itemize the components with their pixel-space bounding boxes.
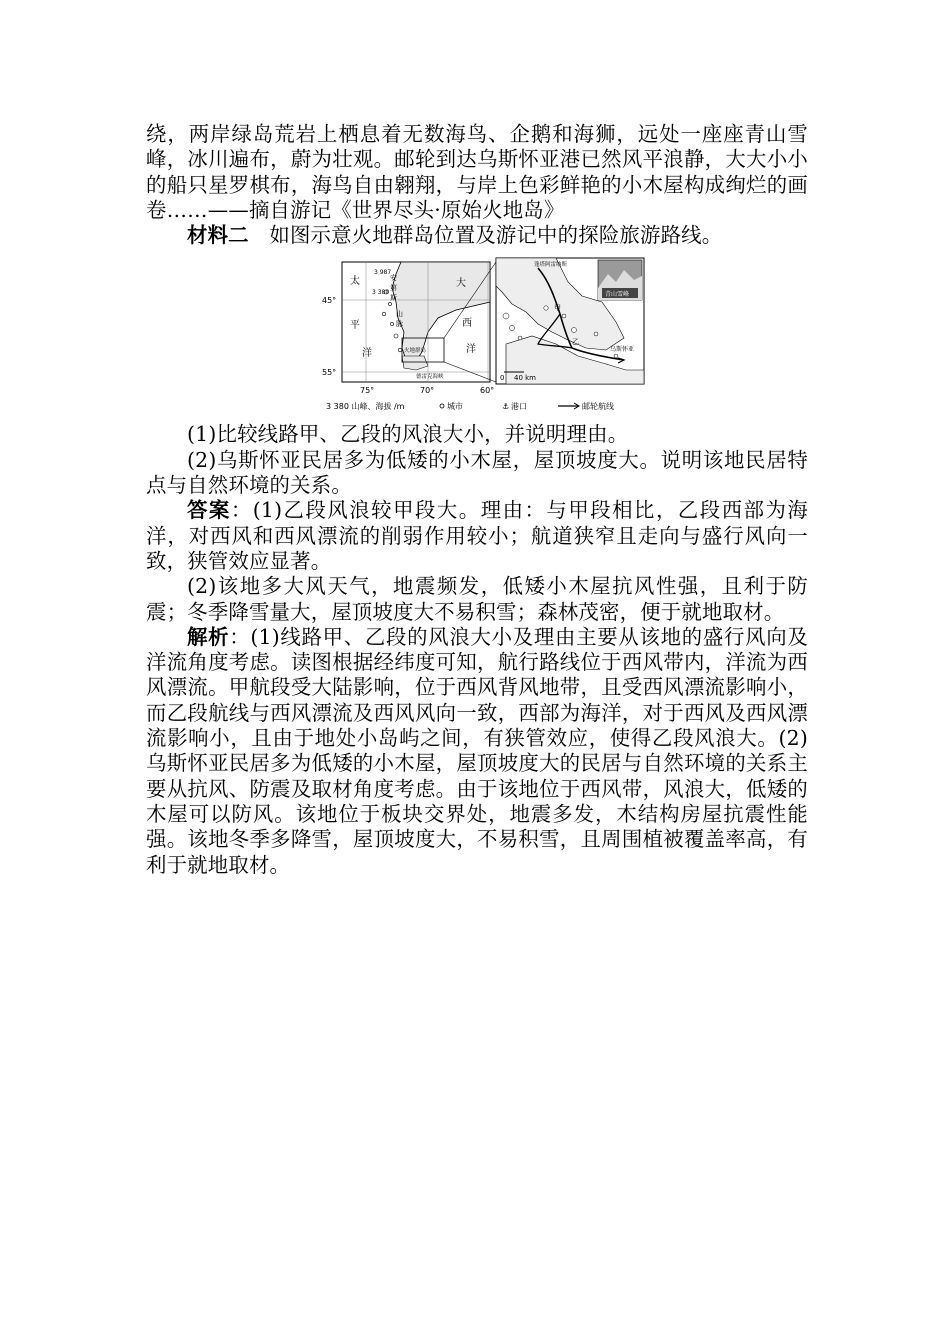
answer-label: 答案 — [187, 498, 231, 523]
port-ushuaia: 乌斯怀亚 — [610, 346, 635, 354]
paragraph-material-2 — [146, 223, 808, 248]
andes-char-2: 第 — [390, 284, 397, 293]
analysis-text: ：(1)线路甲、乙段的风浪大小及理由主要从该地的盛行风向及洋流角度考虑。读图根据经纬度可知，航行路线位于西风带内，洋流为西风漂流。甲航段受大陆影响，位于西风背风地带，且受西风漂流影响小，而乙段航线与西风漂流及西风风向一致，西部为海洋，对于西风及西风漂流影响小，且由于地处小岛屿之间，有狭管效应，使得乙段风浪大。(2)乌斯怀亚民居多为低矮的小木屋，屋顶坡度大的民居与自然环境的关系主要从抗风、防震及取材角度考虑。由于该地位于西风带，风浪大，低矮的木屋可以防风。该地位于板块交界处，地震多发，木结构房屋抗震性能强。该地冬季多降雪，屋顶坡度大，不易积雪，且周围植被覆盖率高，有利于就地取材。 — [146, 624, 809, 877]
lat-45: 45° — [322, 296, 337, 306]
legend — [326, 401, 614, 411]
segment-jia: 甲 — [554, 304, 561, 313]
lon-60: 60° — [480, 386, 495, 396]
left-map — [322, 262, 496, 395]
legend-peak: 3 380 山峰、海拔 /m — [326, 402, 405, 412]
andes-char-5: 脉 — [396, 320, 403, 329]
city-icon — [440, 404, 444, 408]
answer-paragraph-2: (2)该地多大风天气，地震频发，低矮小木屋抗风性强，且利于防震；冬季降雪量大，屋顶坡度大不易积雪；森林茂密，便于就地取材。 — [146, 574, 808, 624]
pacific-char-2: 平 — [350, 320, 360, 332]
document-page — [146, 122, 808, 878]
legend-route: 邮轮航线 — [582, 402, 614, 412]
answer-text-1: ：(1)乙段风浪较甲段大。理由：与甲段相比，乙段西部为海洋，对西风和西风漂流的削弱作用较小；航道狭窄且走向与盛行风向一致，狭管效应显著。 — [146, 498, 809, 573]
question-2: (2)乌斯怀亚民居多为低矮的小木屋，屋顶坡度大。说明该地民居特点与自然环境的关系。 — [146, 447, 808, 498]
peak-label-1: 3 987 — [374, 269, 392, 277]
right-map — [496, 258, 644, 384]
andes-char-3: 斯 — [390, 294, 397, 303]
anchor-icon: ⚓ — [502, 402, 510, 412]
analysis-paragraph — [146, 625, 808, 878]
map-svg — [306, 252, 646, 414]
question-1: (1)比较线路甲、乙段的风浪大小，并说明理由。 — [187, 422, 629, 447]
legend-port: 港口 — [511, 402, 527, 412]
lat-55: 55° — [322, 368, 337, 378]
andes-char-4: 山 — [396, 310, 403, 319]
port-punta-arenas: 蓬塔阿雷纳斯 — [534, 262, 568, 269]
legend-city: 城市 — [447, 402, 463, 412]
scale-40: 40 km — [514, 374, 537, 383]
analysis-label: 解析 — [187, 624, 230, 649]
lon-70: 70° — [420, 386, 435, 396]
material-label: 材料二 — [187, 223, 249, 248]
island-label: 火地群岛 — [404, 348, 427, 355]
peak-label-2: 3 380 — [372, 289, 390, 297]
andes-char-1: 安 — [390, 274, 397, 283]
segment-yi: 乙 — [572, 338, 579, 347]
atlantic-char-3: 洋 — [466, 344, 476, 356]
lon-75: 75° — [360, 386, 375, 396]
scale-0: 0 — [500, 374, 505, 383]
answer-paragraph-1 — [146, 498, 808, 574]
material-text: 如图示意火地群岛位置及游记中的探险旅游路线。 — [269, 223, 723, 248]
atlantic-char-2: 西 — [462, 318, 472, 330]
pacific-char-3: 洋 — [362, 348, 372, 360]
photo-label: 青山雪峰 — [605, 291, 630, 299]
paragraph-travelogue: 绕，两岸绿岛荒岩上栖息着无数海鸟、企鹅和海狮，远处一座座青山雪峰，冰川遍布，蔚为壮观。邮轮到达乌斯怀亚港已然风平浪静，大大小小的船只星罗棋布，海鸟自由翱翔，与岸上色彩鲜艳的小木屋构成绚烂的画卷……——摘自游记《世界尽头·原始火地岛》 — [146, 122, 808, 222]
figure-map — [146, 252, 808, 414]
pacific-char-1: 太 — [350, 276, 360, 288]
atlantic-char-1: 大 — [456, 278, 466, 290]
strait-label: 德雷克海峡 — [416, 374, 444, 381]
